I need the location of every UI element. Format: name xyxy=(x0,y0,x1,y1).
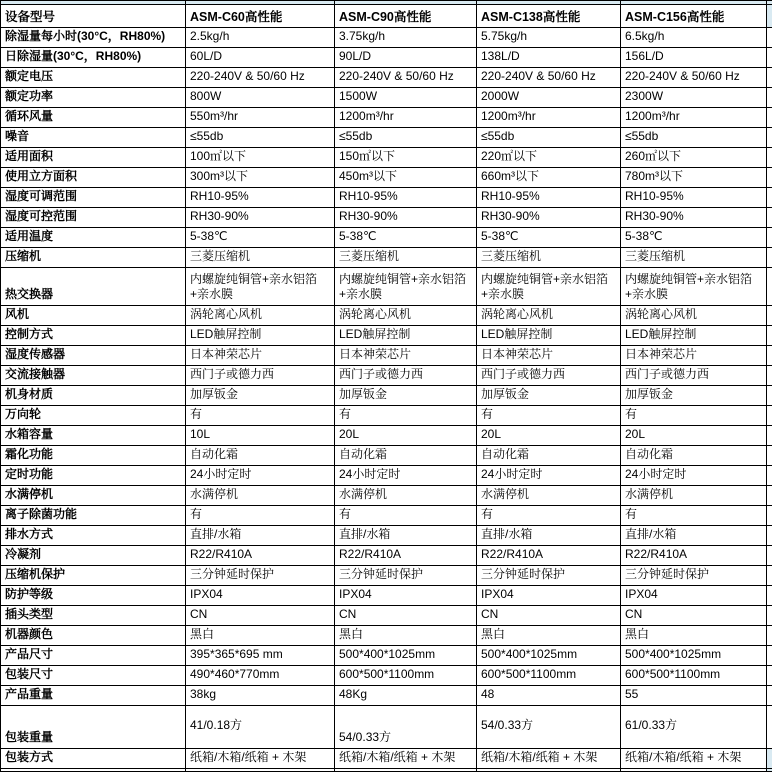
spec-cell: 涡轮离心风机 xyxy=(621,306,767,326)
spec-cell: 水满停机 xyxy=(477,486,621,506)
spec-cell: 20L xyxy=(335,426,477,446)
spec-cell: 日本神荣芯片 xyxy=(186,346,335,366)
spec-cell: 有 xyxy=(477,406,621,426)
partial-right-cell xyxy=(767,586,772,606)
spec-cell: LED触屏控制 xyxy=(335,326,477,346)
spec-cell: ≤55db xyxy=(621,128,767,148)
spec-cell: 直排/水箱 xyxy=(335,526,477,546)
partial-right-cell xyxy=(767,606,772,626)
spec-cell: 黑白 xyxy=(477,626,621,646)
spec-cell: 2000W xyxy=(477,88,621,108)
spec-cell: 日本神荣芯片 xyxy=(477,346,621,366)
partial-right-cell xyxy=(767,68,772,88)
spec-cell: IPX04 xyxy=(335,586,477,606)
spec-cell: LED触屏控制 xyxy=(186,326,335,346)
spec-cell: 54/0.33方 xyxy=(477,706,621,749)
spec-row xyxy=(1,749,772,769)
spec-cell: 加厚钣金 xyxy=(477,386,621,406)
partial-bottom-cell xyxy=(477,769,621,772)
spec-cell: 三分钟延时保护 xyxy=(186,566,335,586)
partial-right-cell xyxy=(767,168,772,188)
spec-cell: 24小时定时 xyxy=(186,466,335,486)
partial-right-cell xyxy=(767,88,772,108)
row-label: 压缩机 xyxy=(1,248,186,268)
spec-row xyxy=(1,268,772,306)
spec-cell: 55 xyxy=(621,686,767,706)
spec-cell: 41/0.18方 xyxy=(186,706,335,749)
spec-cell: 100㎡以下 xyxy=(186,148,335,168)
row-label: 包装方式 xyxy=(1,749,186,769)
spec-cell: 48Kg xyxy=(335,686,477,706)
spec-cell: RH10-95% xyxy=(186,188,335,208)
partial-right-cell xyxy=(767,128,772,148)
partial-right-cell xyxy=(767,248,772,268)
spec-cell: ≤55db xyxy=(477,128,621,148)
spec-cell: 内螺旋纯铜管+亲水铝箔+亲水膜 xyxy=(335,268,477,306)
spec-cell: 54/0.33方 xyxy=(335,706,477,749)
spec-cell: 纸箱/木箱/纸箱 + 木架 xyxy=(186,749,335,769)
partial-bottom-cell xyxy=(621,769,767,772)
spec-cell: 550m³/hr xyxy=(186,108,335,128)
spec-cell: 38kg xyxy=(186,686,335,706)
spec-cell: 260㎡以下 xyxy=(621,148,767,168)
spec-cell: IPX04 xyxy=(477,586,621,606)
partial-right-cell xyxy=(767,228,772,248)
partial-bottom-cell xyxy=(767,769,772,772)
partial-right-cell xyxy=(767,5,772,28)
spec-cell: 水满停机 xyxy=(186,486,335,506)
spec-row xyxy=(1,306,772,326)
partial-right-cell xyxy=(767,148,772,168)
spec-cell: 780m³以下 xyxy=(621,168,767,188)
spec-cell: 156L/D xyxy=(621,48,767,68)
spec-cell: 黑白 xyxy=(335,626,477,646)
row-label: 风机 xyxy=(1,306,186,326)
spec-cell: 3.75kg/h xyxy=(335,28,477,48)
spec-cell: RH30-90% xyxy=(477,208,621,228)
spec-cell: 直排/水箱 xyxy=(621,526,767,546)
spec-cell: 涡轮离心风机 xyxy=(477,306,621,326)
row-label: 额定电压 xyxy=(1,68,186,88)
spec-cell: 内螺旋纯铜管+亲水铝箔+亲水膜 xyxy=(621,268,767,306)
spec-row xyxy=(1,646,772,666)
spec-cell: RH30-90% xyxy=(186,208,335,228)
spec-cell: 纸箱/木箱/纸箱 + 木架 xyxy=(621,749,767,769)
spec-cell: R22/R410A xyxy=(477,546,621,566)
spec-row xyxy=(1,526,772,546)
spec-cell: 自动化霜 xyxy=(186,446,335,466)
spec-cell: RH10-95% xyxy=(621,188,767,208)
spec-cell: 5.75kg/h xyxy=(477,28,621,48)
row-label: 循环风量 xyxy=(1,108,186,128)
spec-cell: 加厚钣金 xyxy=(186,386,335,406)
spec-cell: 220-240V & 50/60 Hz xyxy=(477,68,621,88)
spec-cell: 加厚钣金 xyxy=(335,386,477,406)
spec-cell: 西门子或德力西 xyxy=(621,366,767,386)
partial-right-cell xyxy=(767,426,772,446)
spec-cell: 48 xyxy=(477,686,621,706)
spec-row xyxy=(1,346,772,366)
row-label: 交流接触器 xyxy=(1,366,186,386)
spec-cell: 自动化霜 xyxy=(621,446,767,466)
spec-cell: 纸箱/木箱/纸箱 + 木架 xyxy=(477,749,621,769)
spec-row xyxy=(1,686,772,706)
spec-row xyxy=(1,228,772,248)
spec-row xyxy=(1,546,772,566)
spec-cell: 5-38℃ xyxy=(335,228,477,248)
spec-cell: 150㎡以下 xyxy=(335,148,477,168)
spec-cell: LED触屏控制 xyxy=(621,326,767,346)
spec-cell: 500*400*1025mm xyxy=(621,646,767,666)
row-label: 水满停机 xyxy=(1,486,186,506)
spec-row xyxy=(1,486,772,506)
spec-cell: IPX04 xyxy=(186,586,335,606)
row-label: 日除湿量(30°C，RH80%) xyxy=(1,48,186,68)
partial-right-cell xyxy=(767,546,772,566)
spec-cell: 450m³以下 xyxy=(335,168,477,188)
row-label: 离子除菌功能 xyxy=(1,506,186,526)
spec-cell: 水满停机 xyxy=(335,486,477,506)
spec-cell: 500*400*1025mm xyxy=(477,646,621,666)
spec-row xyxy=(1,506,772,526)
spec-cell: 有 xyxy=(186,406,335,426)
partial-right-cell xyxy=(767,268,772,306)
partial-right-cell xyxy=(767,28,772,48)
partial-right-cell xyxy=(767,466,772,486)
spec-row xyxy=(1,326,772,346)
spec-cell: 西门子或德力西 xyxy=(477,366,621,386)
column-header: ASM-C90高性能 xyxy=(335,5,477,28)
partial-right-cell xyxy=(767,686,772,706)
row-label: 额定功率 xyxy=(1,88,186,108)
row-label: 包装尺寸 xyxy=(1,666,186,686)
spec-cell: 600*500*1100mm xyxy=(621,666,767,686)
partial-right-cell xyxy=(767,108,772,128)
spec-cell: 三菱压缩机 xyxy=(477,248,621,268)
partial-right-cell xyxy=(767,646,772,666)
spec-row xyxy=(1,108,772,128)
row-label: 包装重量 xyxy=(1,706,186,749)
spec-cell: 800W xyxy=(186,88,335,108)
column-header: ASM-C60高性能 xyxy=(186,5,335,28)
row-label: 产品尺寸 xyxy=(1,646,186,666)
spec-cell: 220-240V & 50/60 Hz xyxy=(621,68,767,88)
spec-row xyxy=(1,566,772,586)
spec-cell: 1200m³/hr xyxy=(477,108,621,128)
spec-row xyxy=(1,626,772,646)
spec-cell: LED触屏控制 xyxy=(477,326,621,346)
partial-right-cell xyxy=(767,208,772,228)
partial-bottom-cell xyxy=(335,769,477,772)
row-label: 热交换器 xyxy=(1,268,186,306)
row-label: 定时功能 xyxy=(1,466,186,486)
partial-bottom-cell xyxy=(186,769,335,772)
spec-cell: RH30-90% xyxy=(621,208,767,228)
spec-cell: 三菱压缩机 xyxy=(621,248,767,268)
spec-cell: 1200m³/hr xyxy=(335,108,477,128)
partial-right-cell xyxy=(767,626,772,646)
spec-cell: 5-38℃ xyxy=(186,228,335,248)
spec-row xyxy=(1,68,772,88)
row-label: 机身材质 xyxy=(1,386,186,406)
spec-row xyxy=(1,466,772,486)
spec-cell: 有 xyxy=(186,506,335,526)
partial-right-cell xyxy=(767,306,772,326)
spec-row xyxy=(1,48,772,68)
spec-cell: 220-240V & 50/60 Hz xyxy=(335,68,477,88)
spec-cell: 涡轮离心风机 xyxy=(186,306,335,326)
spec-cell: 加厚钣金 xyxy=(621,386,767,406)
spec-cell: 220㎡以下 xyxy=(477,148,621,168)
partial-bottom-row xyxy=(1,769,772,772)
spec-cell: 水满停机 xyxy=(621,486,767,506)
spec-cell: 300m³以下 xyxy=(186,168,335,188)
partial-right-cell xyxy=(767,326,772,346)
partial-right-cell xyxy=(767,566,772,586)
spec-cell: RH30-90% xyxy=(335,208,477,228)
spec-row xyxy=(1,406,772,426)
row-label: 适用温度 xyxy=(1,228,186,248)
spec-cell: RH10-95% xyxy=(335,188,477,208)
row-label: 产品重量 xyxy=(1,686,186,706)
spec-cell: 500*400*1025mm xyxy=(335,646,477,666)
spec-cell: 有 xyxy=(335,406,477,426)
spec-row xyxy=(1,248,772,268)
spec-cell: 有 xyxy=(621,406,767,426)
spec-cell: 24小时定时 xyxy=(335,466,477,486)
spec-cell: 自动化霜 xyxy=(335,446,477,466)
spec-cell: 日本神荣芯片 xyxy=(621,346,767,366)
spec-cell: 直排/水箱 xyxy=(186,526,335,546)
spec-cell: 有 xyxy=(621,506,767,526)
spec-row xyxy=(1,706,772,749)
spec-cell: 三分钟延时保护 xyxy=(477,566,621,586)
spec-cell: 90L/D xyxy=(335,48,477,68)
spec-cell: 直排/水箱 xyxy=(477,526,621,546)
spec-cell: 黑白 xyxy=(186,626,335,646)
spec-row xyxy=(1,426,772,446)
row-label: 控制方式 xyxy=(1,326,186,346)
spec-cell: 2.5kg/h xyxy=(186,28,335,48)
spec-cell: 24小时定时 xyxy=(477,466,621,486)
spec-cell: RH10-95% xyxy=(477,188,621,208)
spec-row xyxy=(1,446,772,466)
partial-right-cell xyxy=(767,48,772,68)
row-label: 机器颜色 xyxy=(1,626,186,646)
spec-row xyxy=(1,586,772,606)
row-label: 噪音 xyxy=(1,128,186,148)
spec-cell: R22/R410A xyxy=(186,546,335,566)
spec-cell: 20L xyxy=(477,426,621,446)
spec-row xyxy=(1,148,772,168)
spec-cell: 395*365*695 mm xyxy=(186,646,335,666)
spec-cell: 纸箱/木箱/纸箱 + 木架 xyxy=(335,749,477,769)
column-header: ASM-C138高性能 xyxy=(477,5,621,28)
spec-row xyxy=(1,28,772,48)
partial-right-cell xyxy=(767,386,772,406)
spec-cell: 内螺旋纯铜管+亲水铝箔+亲水膜 xyxy=(477,268,621,306)
row-label: 适用面积 xyxy=(1,148,186,168)
spec-cell: 西门子或德力西 xyxy=(335,366,477,386)
spec-cell: 60L/D xyxy=(186,48,335,68)
row-label: 湿度可控范围 xyxy=(1,208,186,228)
partial-right-cell xyxy=(767,666,772,686)
spec-row xyxy=(1,366,772,386)
partial-right-cell xyxy=(767,706,772,749)
spec-cell: 5-38℃ xyxy=(477,228,621,248)
partial-right-cell xyxy=(767,749,772,769)
spec-cell: 有 xyxy=(335,506,477,526)
row-label: 使用立方面积 xyxy=(1,168,186,188)
spec-cell: 61/0.33方 xyxy=(621,706,767,749)
partial-bottom-cell xyxy=(1,769,186,772)
spec-cell: 日本神荣芯片 xyxy=(335,346,477,366)
spec-cell: R22/R410A xyxy=(335,546,477,566)
spec-cell: 三菱压缩机 xyxy=(335,248,477,268)
spec-cell: 1500W xyxy=(335,88,477,108)
partial-right-cell xyxy=(767,506,772,526)
row-label: 除湿量每小时(30°C，RH80%) xyxy=(1,28,186,48)
spec-row xyxy=(1,606,772,626)
spec-cell: 2300W xyxy=(621,88,767,108)
spec-cell: 10L xyxy=(186,426,335,446)
partial-right-cell xyxy=(767,486,772,506)
spec-cell: ≤55db xyxy=(335,128,477,148)
spec-cell: 西门子或德力西 xyxy=(186,366,335,386)
spec-cell: 三分钟延时保护 xyxy=(621,566,767,586)
spec-cell: 138L/D xyxy=(477,48,621,68)
partial-right-cell xyxy=(767,526,772,546)
spec-cell: 490*460*770mm xyxy=(186,666,335,686)
spec-cell: 24小时定时 xyxy=(621,466,767,486)
partial-right-cell xyxy=(767,446,772,466)
spec-cell: 涡轮离心风机 xyxy=(335,306,477,326)
spec-cell: 600*500*1100mm xyxy=(477,666,621,686)
row-label: 压缩机保护 xyxy=(1,566,186,586)
spec-cell: 1200m³/hr xyxy=(621,108,767,128)
row-label: 防护等级 xyxy=(1,586,186,606)
partial-right-cell xyxy=(767,366,772,386)
row-label: 湿度传感器 xyxy=(1,346,186,366)
spec-cell: CN xyxy=(621,606,767,626)
spec-row xyxy=(1,88,772,108)
partial-right-cell xyxy=(767,346,772,366)
spec-cell: CN xyxy=(186,606,335,626)
header-device-type: 设备型号 xyxy=(1,5,186,28)
row-label: 万向轮 xyxy=(1,406,186,426)
spec-cell: IPX04 xyxy=(621,586,767,606)
spec-row xyxy=(1,208,772,228)
spec-row xyxy=(1,128,772,148)
spec-cell: ≤55db xyxy=(186,128,335,148)
spec-cell: 三菱压缩机 xyxy=(186,248,335,268)
row-label: 霜化功能 xyxy=(1,446,186,466)
spec-cell: R22/R410A xyxy=(621,546,767,566)
spec-cell: 自动化霜 xyxy=(477,446,621,466)
row-label: 排水方式 xyxy=(1,526,186,546)
spec-row xyxy=(1,188,772,208)
column-header: ASM-C156高性能 xyxy=(621,5,767,28)
partial-right-cell xyxy=(767,406,772,426)
spec-cell: 220-240V & 50/60 Hz xyxy=(186,68,335,88)
spec-row xyxy=(1,168,772,188)
row-label: 湿度可调范围 xyxy=(1,188,186,208)
header-row xyxy=(1,5,772,28)
spec-cell: CN xyxy=(335,606,477,626)
row-label: 水箱容量 xyxy=(1,426,186,446)
spec-cell: 20L xyxy=(621,426,767,446)
spec-cell: CN xyxy=(477,606,621,626)
spec-row xyxy=(1,386,772,406)
spec-cell: 内螺旋纯铜管+亲水铝箔+亲水膜 xyxy=(186,268,335,306)
spec-cell: 660m³以下 xyxy=(477,168,621,188)
spec-cell: 600*500*1100mm xyxy=(335,666,477,686)
spec-row xyxy=(1,666,772,686)
row-label: 插头类型 xyxy=(1,606,186,626)
spec-cell: 有 xyxy=(477,506,621,526)
spec-cell: 黑白 xyxy=(621,626,767,646)
spec-cell: 三分钟延时保护 xyxy=(335,566,477,586)
spec-cell: 5-38℃ xyxy=(621,228,767,248)
spec-cell: 6.5kg/h xyxy=(621,28,767,48)
partial-right-cell xyxy=(767,188,772,208)
row-label: 冷凝剂 xyxy=(1,546,186,566)
